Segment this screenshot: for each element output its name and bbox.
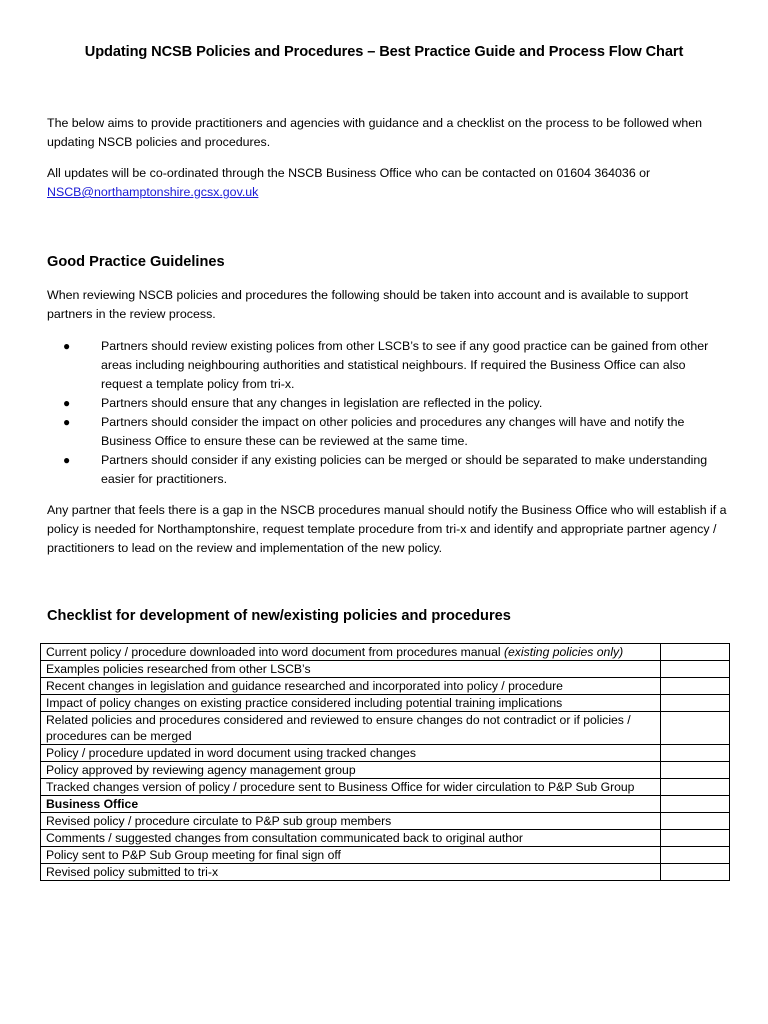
table-row [41, 695, 730, 712]
table-row [41, 762, 730, 779]
checklist-tick-cell[interactable] [661, 779, 730, 796]
table-row [41, 661, 730, 678]
bullet-icon: ● [63, 396, 71, 410]
guidelines-heading: Good Practice Guidelines [47, 254, 225, 270]
checklist-table [40, 643, 730, 881]
checklist-item: Current policy / procedure downloaded into word document from procedures manual (existing policies only) [41, 644, 661, 661]
checklist-item: Impact of policy changes on existing practice considered including potential training implications [41, 695, 661, 712]
contact-email-link[interactable]: NSCB@northamptonshire.gcsx.gov.uk [47, 185, 259, 199]
contact-paragraph [47, 164, 727, 202]
checklist-tick-cell[interactable] [661, 745, 730, 762]
checklist-item: Revised policy / procedure circulate to P&P sub group members [41, 813, 661, 830]
checklist-item: Revised policy submitted to tri-x [41, 864, 661, 881]
table-row [41, 779, 730, 796]
checklist-tick-cell[interactable] [661, 813, 730, 830]
checklist-tick-cell[interactable] [661, 830, 730, 847]
checklist-heading: Checklist for development of new/existing policies and procedures [47, 608, 511, 624]
checklist-tick-cell[interactable] [661, 762, 730, 779]
table-row [41, 813, 730, 830]
bullet-icon: ● [63, 415, 71, 429]
table-row [41, 644, 730, 661]
checklist-tick-cell[interactable] [661, 695, 730, 712]
checklist-item: Examples policies researched from other LSCB’s [41, 661, 661, 678]
table-row [41, 745, 730, 762]
bullet-item: ● Partners should consider the impact on other policies and procedures any changes will have and notify the Business Office to ensure these can be reviewed at the same time. [63, 415, 685, 448]
bullet-item: ● Partners should consider if any existing policies can be merged or should be separated to make understanding easier for practitioners. [63, 453, 708, 486]
intro-paragraph: The below aims to provide practitioners and agencies with guidance and a checklist on the process to be followed when updating NSCB policies and procedures. [47, 116, 703, 149]
checklist-tick-cell[interactable] [661, 847, 730, 864]
table-row [41, 678, 730, 695]
table-row [41, 712, 730, 745]
checklist-section-label: Business Office [41, 796, 661, 813]
checklist-item: Policy approved by reviewing agency management group [41, 762, 661, 779]
checklist-tick-cell[interactable] [661, 678, 730, 695]
checklist-tick-cell[interactable] [661, 796, 730, 813]
checklist-item: Recent changes in legislation and guidance researched and incorporated into policy / procedure [41, 678, 661, 695]
bullet-item: ● Partners should review existing polices from other LSCB’s to see if any good practice can be gained from other areas including neighbouring authorities and statistical neighbours. If required the Business Office can also request a template policy from tri-x. [63, 339, 709, 391]
checklist-tick-cell[interactable] [661, 644, 730, 661]
page-title: Updating NCSB Policies and Procedures – Best Practice Guide and Process Flow Chart [84, 44, 684, 60]
bullet-icon: ● [63, 453, 71, 467]
guidelines-bullet-list [47, 337, 727, 489]
checklist-tick-cell[interactable] [661, 661, 730, 678]
checklist-item: Tracked changes version of policy / procedure sent to Business Office for wider circulation to P&P Sub Group [41, 779, 661, 796]
guidelines-closing: Any partner that feels there is a gap in the NSCB procedures manual should notify the Business Office who will establish if a policy is needed for Northamptonshire, request template procedure from tri-x and identify and appropriate partner agency / practitioners to lead on the review and implementation of the new policy. [47, 503, 727, 555]
table-row [41, 796, 730, 813]
checklist-tick-cell[interactable] [661, 712, 730, 745]
table-row [41, 830, 730, 847]
checklist-item: Policy sent to P&P Sub Group meeting for final sign off [41, 847, 661, 864]
checklist-item: Policy / procedure updated in word document using tracked changes [41, 745, 661, 762]
table-row [41, 864, 730, 881]
checklist-item-note: (existing policies only) [503, 645, 624, 659]
checklist-item: Related policies and procedures considered and reviewed to ensure changes do not contradict or if policies / procedures can be merged [41, 712, 661, 745]
bullet-icon: ● [63, 339, 71, 353]
checklist-item: Comments / suggested changes from consultation communicated back to original author [41, 830, 661, 847]
checklist-tick-cell[interactable] [661, 864, 730, 881]
bullet-item: ● Partners should ensure that any changes in legislation are reflected in the policy. [47, 394, 727, 413]
table-row [41, 847, 730, 864]
contact-text: All updates will be co-ordinated through the NSCB Business Office who can be contacted on 01604 364036 or [47, 166, 651, 180]
guidelines-intro: When reviewing NSCB policies and procedures the following should be taken into account and is available to support partners in the review process. [47, 288, 689, 321]
